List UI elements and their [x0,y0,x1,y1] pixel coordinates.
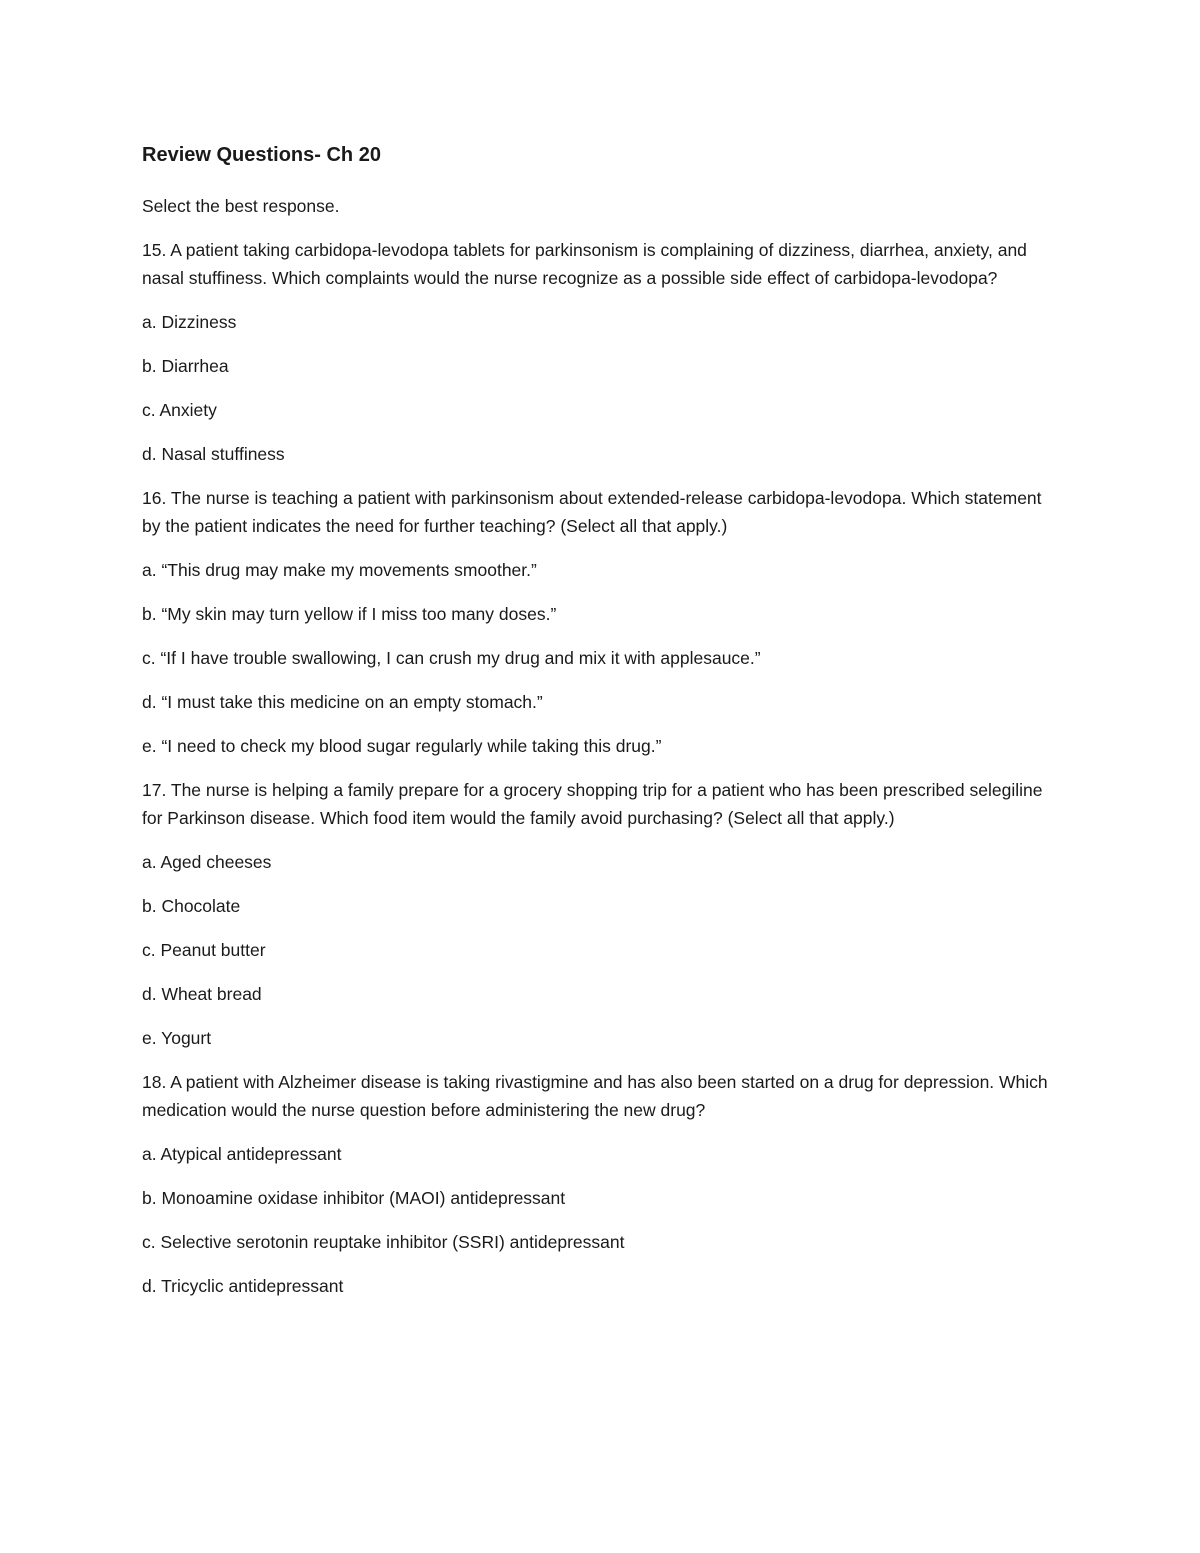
question-text: 16. The nurse is teaching a patient with parkinsonism about extended-release carbidopa-levodopa. Which statement by the patient indicates the need for further teaching? (Select all that apply.) [142,488,1042,536]
question-block [142,236,1062,468]
answer-option: c. “If I have trouble swallowing, I can crush my drug and mix it with applesauce.” [142,648,761,668]
document-page [142,140,1062,1316]
answer-option: b. “My skin may turn yellow if I miss too many doses.” [142,604,557,624]
answer-option: a. “This drug may make my movements smoother.” [142,560,537,580]
question-text: 18. A patient with Alzheimer disease is taking rivastigmine and has also been started on a drug for depression. Which medication would the nurse question before administering the new drug? [142,1072,1048,1120]
answer-option: c. Peanut butter [142,940,266,960]
answer-option: d. Wheat bread [142,984,262,1004]
question-block [142,484,1062,760]
answer-option: b. Chocolate [142,896,241,916]
answer-option: b. Monoamine oxidase inhibitor (MAOI) antidepressant [142,1188,566,1208]
instruction-text: Select the best response. [142,196,340,216]
question-text: 17. The nurse is helping a family prepare for a grocery shopping trip for a patient who has been prescribed selegiline for Parkinson disease. Which food item would the family avoid purchasing? (Select all that apply.) [142,780,1043,828]
answer-option: e. Yogurt [142,1028,212,1048]
answer-option: d. “I must take this medicine on an empty stomach.” [142,692,543,712]
answer-option: a. Aged cheeses [142,852,272,872]
page-title: Review Questions- Ch 20 [142,144,381,166]
answer-option: a. Atypical antidepressant [142,1144,342,1164]
answer-option: d. Nasal stuffiness [142,444,285,464]
answer-option: a. Dizziness [142,312,237,332]
question-block [142,776,1062,1052]
answer-option: d. Tricyclic antidepressant [142,1276,344,1296]
question-block [142,1068,1062,1300]
question-text: 15. A patient taking carbidopa-levodopa tablets for parkinsonism is complaining of dizziness, diarrhea, anxiety, and nasal stuffiness. Which complaints would the nurse recognize as a possible side effect of carbidopa-levodopa? [142,240,1027,288]
answer-option: b. Diarrhea [142,356,229,376]
answer-option: e. “I need to check my blood sugar regularly while taking this drug.” [142,736,662,756]
answer-option: c. Anxiety [142,400,217,420]
answer-option: c. Selective serotonin reuptake inhibitor (SSRI) antidepressant [142,1232,625,1252]
